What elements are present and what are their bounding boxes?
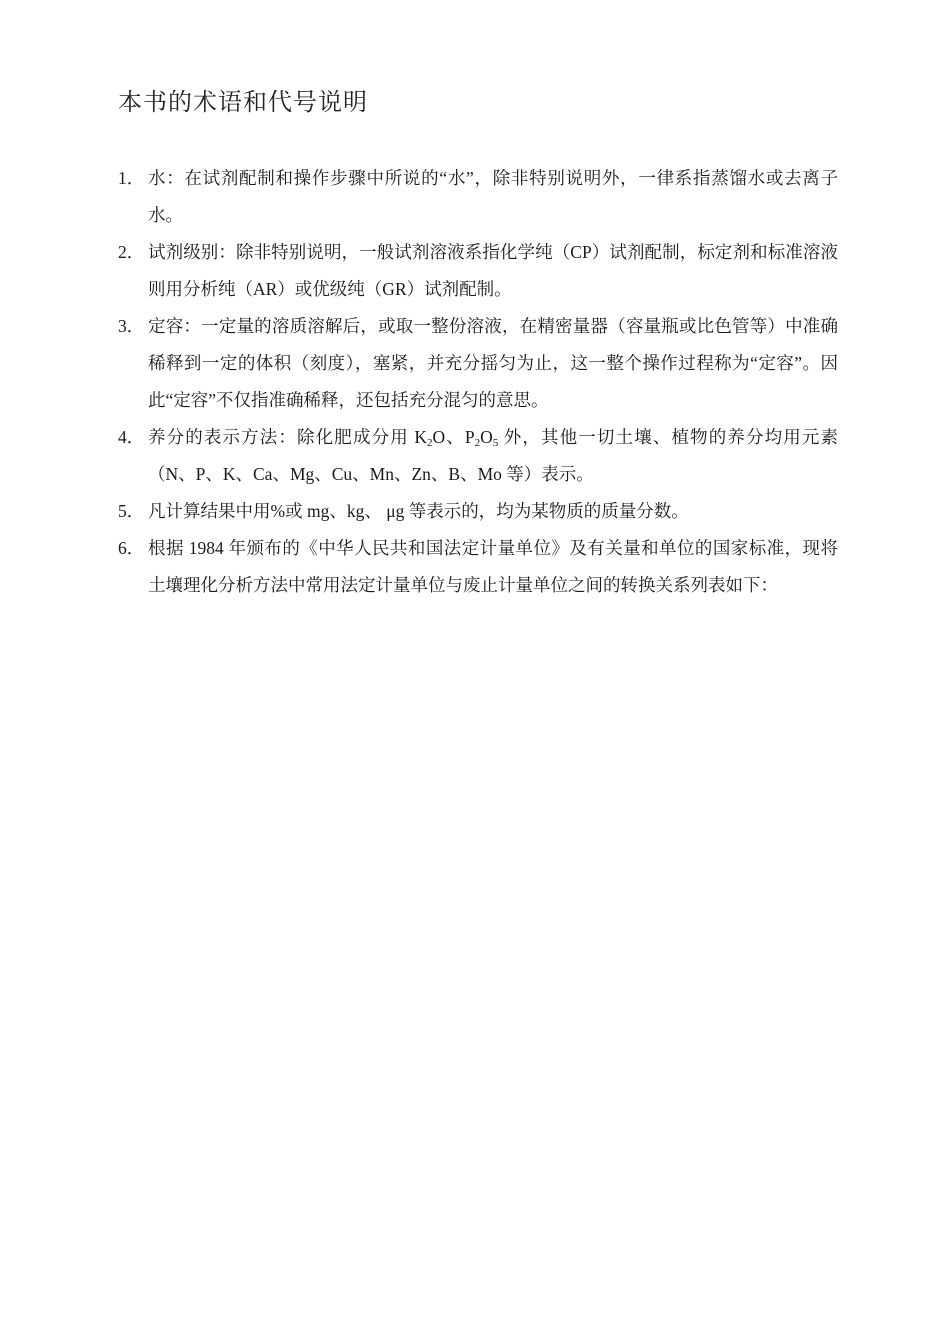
item-text-d: 外，其他一切土壤、植物的养分均用元素（N、P、K、Ca、Mg、Cu、Mn、Zn、B、Mo 等）表示。 <box>148 427 839 484</box>
item-text: 水：在试剂配制和操作步骤中所说的“水”，除非特别说明外，一律系指蒸馏水或去离子水。 <box>148 168 838 225</box>
subscript: 2 <box>474 437 481 449</box>
subscript: 2 <box>426 437 433 449</box>
item-text: 根据 1984 年颁布的《中华人民共和国法定计量单位》及有关量和单位的国家标准，现将土壤理化分析方法中常用法定计量单位与废止计量单位之间的转换关系列表如下： <box>148 538 838 595</box>
list-item <box>118 160 838 234</box>
item-number: 6． <box>118 538 145 558</box>
list-item <box>118 234 838 308</box>
item-text: 定容：一定量的溶质溶解后，或取一整份溶液，在精密量器（容量瓶或比色管等）中准确稀释到一定的体积（刻度），塞紧，并充分摇匀为止，这一整个操作过程称为“定容”。因此“定容”不仅指准确稀释，还包括充分混匀的意思。 <box>148 316 838 410</box>
subscript: 5 <box>492 437 499 449</box>
page-title: 本书的术语和代号说明 <box>118 90 368 116</box>
item-number: 3． <box>118 316 145 336</box>
list-item <box>118 493 838 530</box>
item-text-b: O、P <box>432 427 475 447</box>
item-number: 5． <box>118 501 145 521</box>
item-number: 1． <box>118 168 145 188</box>
list-item <box>118 419 838 493</box>
item-text: 试剂级别：除非特别说明，一般试剂溶液系指化学纯（CP）试剂配制，标定剂和标准溶液则用分析纯（AR）或优级纯（GR）试剂配制。 <box>148 242 838 299</box>
item-text-c: O <box>480 427 493 447</box>
list-item <box>118 530 838 604</box>
item-text-a: 养分的表示方法：除化肥成分用 K <box>148 427 427 447</box>
item-number: 4． <box>118 427 145 447</box>
list-item <box>118 308 838 419</box>
item-number: 2． <box>118 242 145 262</box>
item-text: 凡计算结果中用%或 mg、kg、 μg 等表示的，均为某物质的质量分数。 <box>148 501 689 521</box>
terms-list <box>118 160 838 604</box>
